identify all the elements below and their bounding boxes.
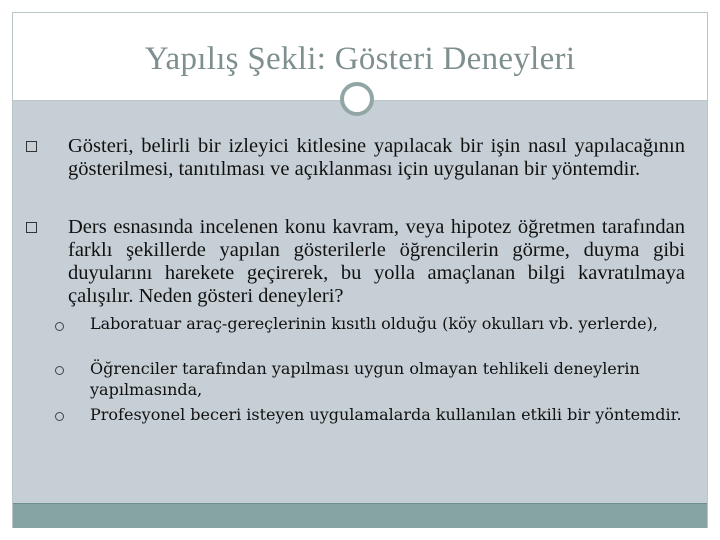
square-bullet-icon (26, 141, 37, 152)
bullet-2-text: Ders esnasında incelenen konu kavram, veya hipotez öğretmen tarafından farklı şekillerde yapılan gösterilerle öğrencilerin görme, duyma gibi duyularını harekete geçirerek, bu yolla amaçlanan bilgi kavratılmaya çalışılır. Neden gösteri deneyleri? (68, 216, 685, 307)
bullet-1 (68, 135, 685, 181)
ring-bullet-icon (55, 322, 64, 331)
bullet-1-text: Gösteri, belirli bir izleyici kitlesine yapılacak bir işin nasıl yapılacağının gösterilmesi, tanıtılması ve açıklanması için uygulanan bir yöntemdir. (68, 135, 685, 180)
slide-frame (12, 12, 708, 528)
ring-bullet-icon (55, 412, 64, 421)
content-area (13, 101, 707, 503)
slide-title: Yapılış Şekli: Gösteri Deneyleri (144, 41, 576, 77)
footer-band (13, 503, 707, 528)
subbullet-2: Öğrenciler tarafından yapılması uygun olmayan tehlikeli deneylerin yapılmasında, (90, 359, 640, 399)
ring-bullet-icon (55, 366, 64, 375)
decorative-ring-icon (340, 82, 374, 116)
subbullet-1: Laboratuar araç-gereçlerinin kısıtlı olduğu (köy okulları vb. yerlerde), (90, 314, 658, 333)
bullet-2 (68, 216, 685, 308)
subbullet-3: Profesyonel beceri isteyen uygulamalarda kullanılan etkili bir yöntemdir. (90, 405, 682, 424)
square-bullet-icon (26, 222, 37, 233)
